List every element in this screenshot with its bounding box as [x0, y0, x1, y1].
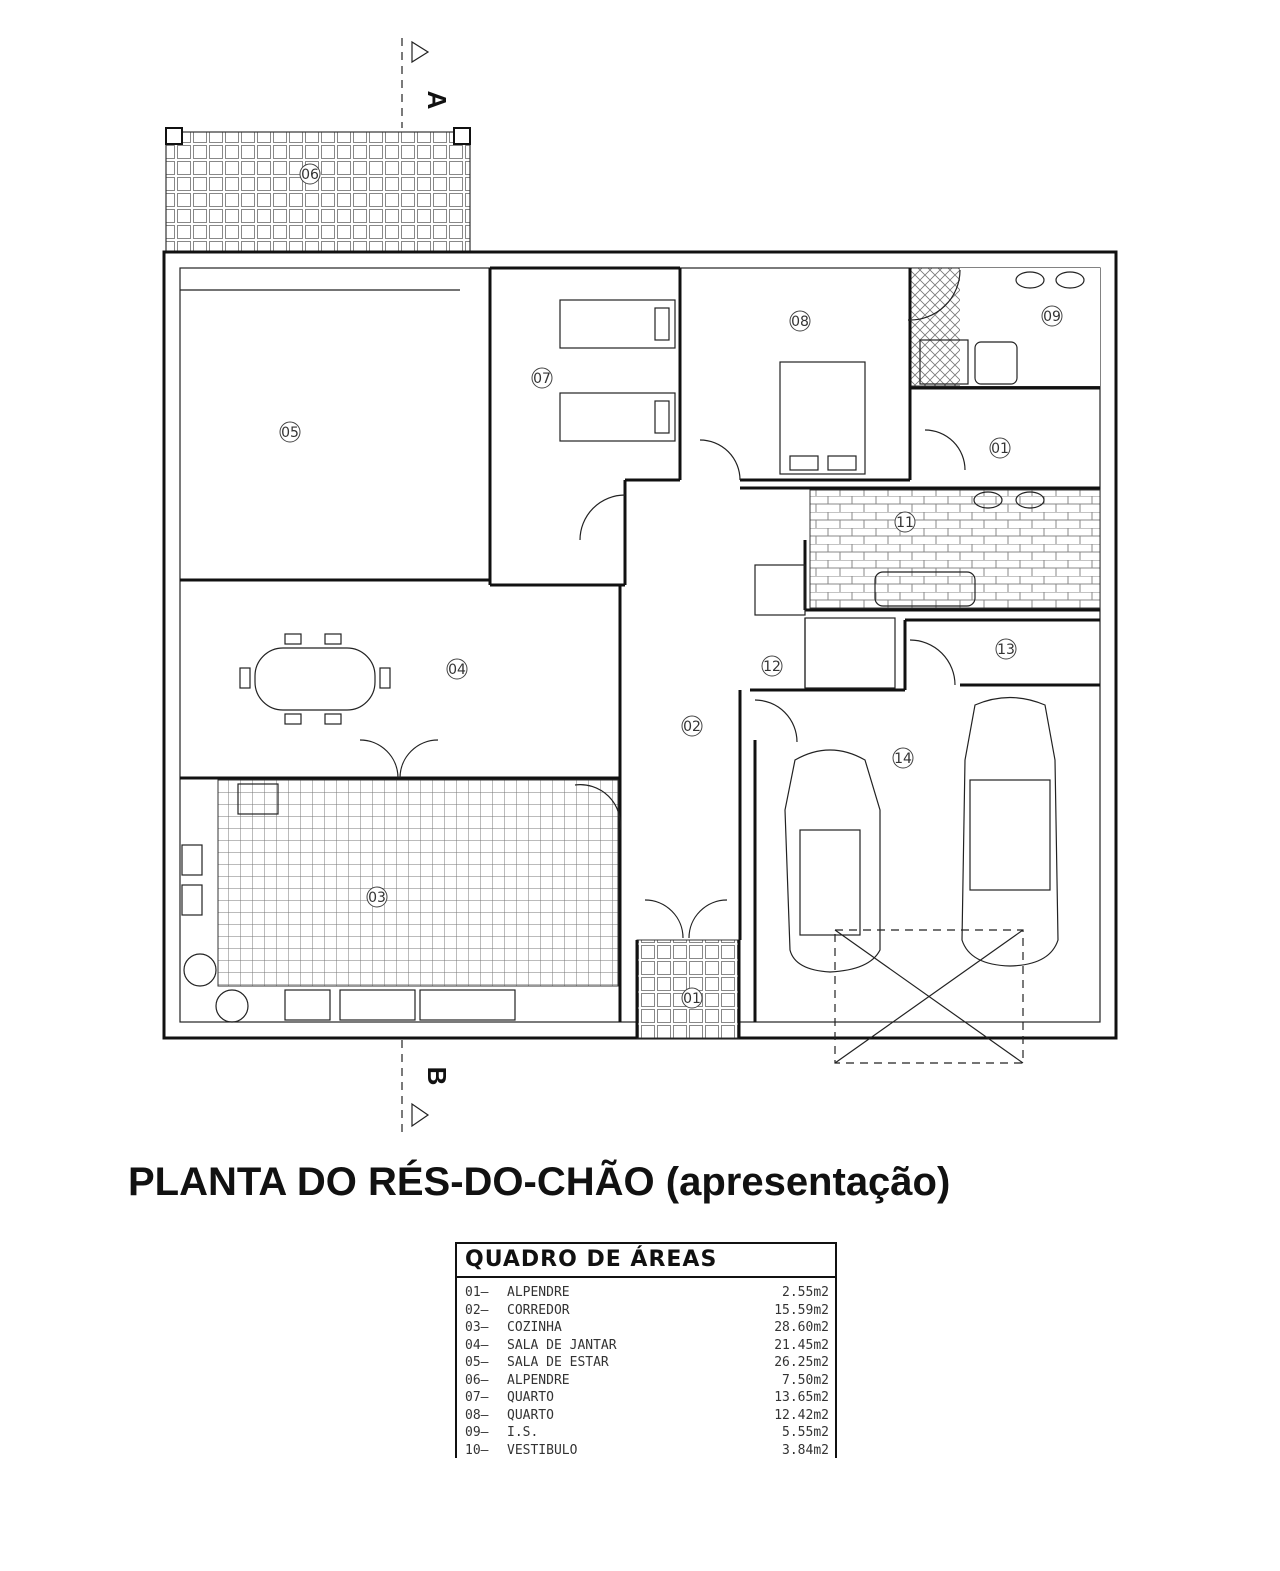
area-code: 10– [465, 1442, 489, 1458]
bathroom-11-floor [810, 490, 1100, 608]
area-code: 07– [465, 1390, 489, 1405]
area-value: 3.84m2 [782, 1442, 829, 1458]
svg-text:05: 05 [281, 425, 299, 441]
area-value: 7.50m2 [782, 1372, 829, 1388]
area-row [465, 1319, 829, 1337]
room-label-02 [682, 716, 702, 736]
section-mark-b: B [422, 1066, 452, 1086]
area-code: 04– [465, 1337, 489, 1353]
area-value: 26.25m2 [774, 1355, 829, 1370]
bed-07-a [560, 300, 675, 348]
area-value: 2.55m2 [782, 1285, 829, 1300]
room-label-07 [532, 368, 552, 388]
areas-table-rows [457, 1278, 835, 1459]
area-value: 5.55m2 [782, 1425, 829, 1440]
svg-text:12: 12 [763, 659, 781, 675]
section-line-b [402, 1040, 428, 1135]
room-label-06 [300, 164, 320, 184]
area-row [465, 1354, 829, 1372]
svg-text:01: 01 [991, 441, 1009, 457]
area-row [465, 1407, 829, 1425]
area-name: SALA DE JANTAR [507, 1337, 617, 1353]
bed-07-b [560, 393, 675, 441]
area-name: ALPENDRE [507, 1372, 570, 1388]
area-code: 05– [465, 1355, 489, 1370]
section-line-a [402, 38, 428, 128]
area-code: 08– [465, 1407, 489, 1423]
room-label-04 [447, 659, 467, 679]
svg-text:06: 06 [301, 167, 319, 183]
car-right [962, 698, 1058, 967]
room-label-03 [367, 887, 387, 907]
section-mark-a: A [422, 90, 452, 110]
area-value: 28.60m2 [774, 1320, 829, 1335]
area-value: 13.65m2 [774, 1390, 829, 1405]
area-name: COZINHA [507, 1320, 562, 1335]
area-value: 15.59m2 [774, 1302, 829, 1318]
room-label-08 [790, 311, 810, 331]
room-label-11 [895, 512, 915, 532]
porch-column [166, 128, 182, 144]
bed-08 [780, 362, 865, 474]
area-value: 12.42m2 [774, 1407, 829, 1423]
area-name: CORREDOR [507, 1302, 570, 1318]
area-code: 06– [465, 1372, 489, 1388]
area-name: VESTIBULO [507, 1442, 578, 1458]
area-row [465, 1284, 829, 1302]
svg-text:04: 04 [448, 662, 466, 678]
room-label-12 [762, 656, 782, 676]
area-code: 01– [465, 1285, 489, 1300]
svg-text:11: 11 [896, 515, 914, 531]
svg-text:14: 14 [894, 751, 912, 767]
room-label-01-entry [682, 988, 702, 1008]
porch-column [454, 128, 470, 144]
area-name: QUARTO [507, 1390, 554, 1405]
area-name: QUARTO [507, 1407, 554, 1423]
area-row [465, 1442, 829, 1460]
room-label-13 [996, 639, 1016, 659]
area-code: 03– [465, 1320, 489, 1335]
room-label-14 [893, 748, 913, 768]
svg-text:07: 07 [533, 371, 551, 387]
area-row [465, 1389, 829, 1407]
svg-text:13: 13 [997, 642, 1015, 658]
area-row [465, 1302, 829, 1320]
area-name: SALA DE ESTAR [507, 1355, 609, 1370]
area-row [465, 1337, 829, 1355]
svg-text:02: 02 [683, 719, 701, 735]
svg-text:08: 08 [791, 314, 809, 330]
garage-door-opening [835, 930, 1023, 1063]
svg-text:01: 01 [683, 991, 701, 1007]
area-code: 02– [465, 1302, 489, 1318]
area-code: 09– [465, 1425, 489, 1440]
porch-06 [166, 132, 470, 252]
room-label-05 [280, 422, 300, 442]
area-row [465, 1372, 829, 1390]
dining-table [240, 634, 390, 724]
areas-table [455, 1242, 837, 1458]
svg-text:03: 03 [368, 890, 386, 906]
area-row [465, 1424, 829, 1442]
plan-title: PLANTA DO RÉS-DO-CHÃO (apresentação) [128, 1160, 951, 1204]
room-label-01 [990, 438, 1010, 458]
car-left [785, 750, 880, 972]
areas-table-title: QUADRO DE ÁREAS [457, 1244, 835, 1278]
svg-text:09: 09 [1043, 309, 1061, 325]
area-name: ALPENDRE [507, 1285, 570, 1300]
room-label-09 [1042, 306, 1062, 326]
area-value: 21.45m2 [774, 1337, 829, 1353]
area-name: I.S. [507, 1425, 539, 1440]
